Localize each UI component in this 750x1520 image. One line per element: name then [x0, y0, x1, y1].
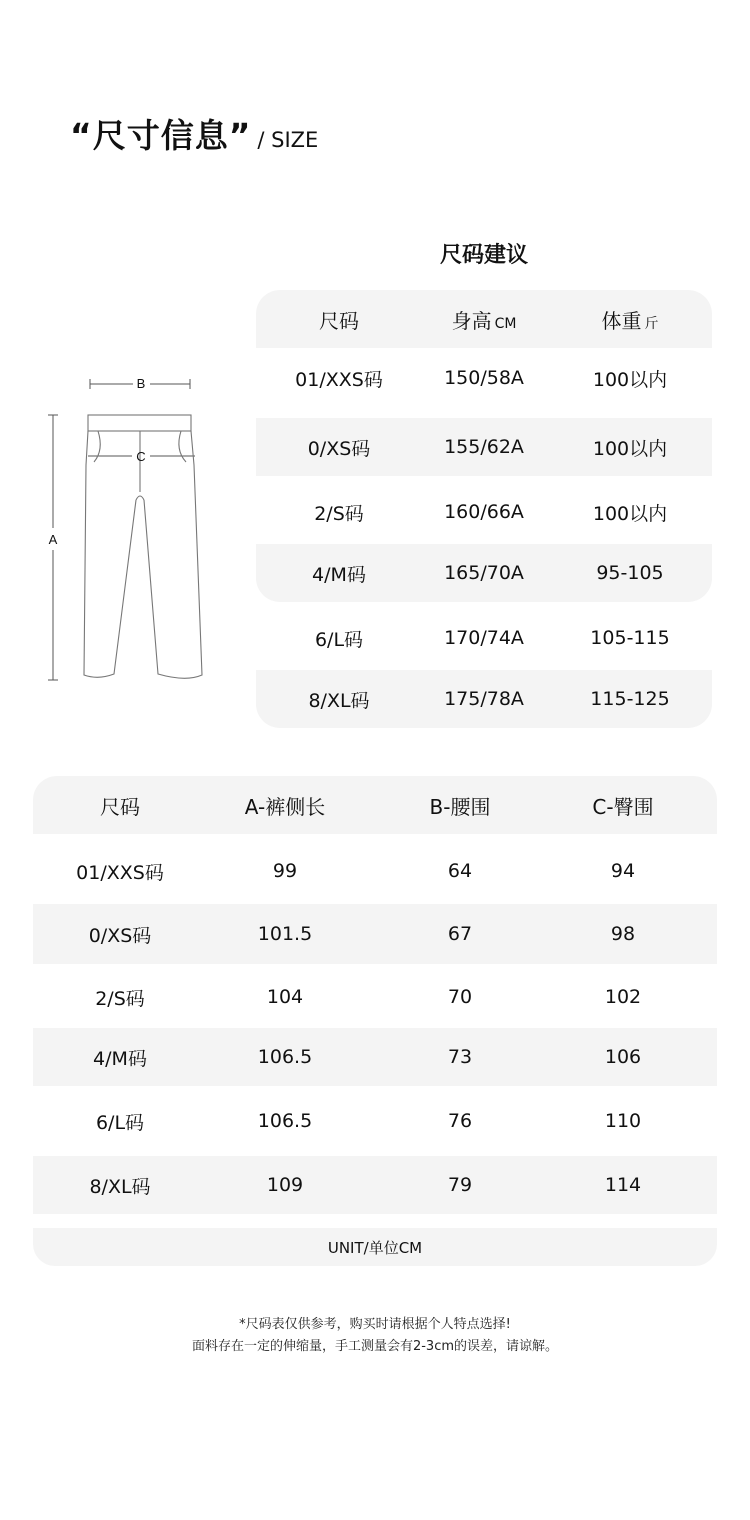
- cell-weight: 95-105: [596, 562, 664, 584]
- table-row: [33, 1156, 717, 1214]
- table-row: [33, 904, 717, 964]
- header-waist: B-腰围: [429, 794, 491, 819]
- cell-length: 101.5: [257, 923, 313, 945]
- table-row: [256, 418, 712, 476]
- cell-length: 106.5: [257, 1110, 313, 1132]
- cell-size: 2/S码: [95, 987, 145, 1010]
- cell-waist: 64: [447, 860, 473, 882]
- cell-weight: 105-115: [590, 627, 670, 649]
- table-row: [256, 608, 712, 668]
- cell-size: 2/S码: [314, 502, 364, 525]
- cell-size: 6/L码: [95, 1111, 145, 1134]
- size-recommend-table: [256, 290, 712, 730]
- cell-waist: 70: [447, 986, 473, 1008]
- cell-hip: 98: [610, 923, 636, 945]
- table-header: [33, 776, 717, 834]
- cell-size: 6/L码: [314, 628, 364, 651]
- cell-size: 0/XS码: [88, 924, 152, 947]
- header-weight: 体重 斤: [601, 308, 659, 333]
- cell-weight: 115-125: [590, 688, 670, 710]
- cell-waist: 73: [447, 1046, 473, 1068]
- cell-size: 4/M码: [312, 563, 366, 586]
- cell-hip: 102: [604, 986, 642, 1008]
- table-row: [256, 670, 712, 728]
- cell-hip: 110: [604, 1110, 642, 1132]
- header-size: 尺码: [319, 308, 359, 333]
- cell-size: 01/XXS码: [295, 368, 383, 391]
- table-row: [33, 1028, 717, 1086]
- title-english: / SIZE: [257, 128, 319, 152]
- header-height: 身高 CM: [451, 308, 517, 333]
- table-row: [33, 840, 717, 902]
- label-b: B: [136, 376, 146, 391]
- table-header: [256, 290, 712, 348]
- cell-height: 160/66A: [444, 501, 524, 523]
- page-title: [70, 110, 318, 160]
- table-row: [33, 1090, 717, 1152]
- table-row: [256, 544, 712, 602]
- pants-diagram: [40, 370, 240, 690]
- note-line-1: *尺码表仅供参考，购买时请根据个人特点选择!: [239, 1317, 511, 1332]
- title-chinese: “尺寸信息”: [70, 116, 252, 155]
- label-c: C: [136, 449, 146, 464]
- cell-weight: 100以内: [592, 437, 668, 460]
- cell-size: 8/XL码: [308, 689, 370, 712]
- cell-height: 155/62A: [444, 436, 524, 458]
- cell-height: 175/78A: [444, 688, 524, 710]
- label-a: A: [48, 532, 58, 547]
- cell-height: 165/70A: [444, 562, 524, 584]
- cell-height: 150/58A: [444, 367, 524, 389]
- cell-waist: 79: [447, 1174, 473, 1196]
- cell-waist: 67: [447, 923, 473, 945]
- cell-length: 104: [266, 986, 304, 1008]
- cell-size: 4/M码: [93, 1047, 147, 1070]
- cell-hip: 94: [610, 860, 636, 882]
- cell-size: 8/XL码: [89, 1175, 151, 1198]
- header-size: 尺码: [100, 794, 140, 819]
- table-row: [33, 966, 717, 1028]
- table-row: [256, 482, 712, 542]
- cell-size: 01/XXS码: [76, 861, 164, 884]
- header-length: A-裤侧长: [244, 794, 326, 819]
- cell-weight: 100以内: [592, 368, 668, 391]
- cell-hip: 114: [604, 1174, 642, 1196]
- note-line-2: 面料存在一定的伸缩量，手工测量会有2-3cm的误差，请谅解。: [191, 1339, 559, 1354]
- table-row: [256, 348, 712, 408]
- unit-label: UNIT/单位CM: [33, 1228, 717, 1266]
- size-recommend-title: 尺码建议: [439, 243, 528, 268]
- cell-length: 109: [266, 1174, 304, 1196]
- cell-length: 99: [272, 860, 298, 882]
- size-measure-table: [33, 776, 717, 1216]
- cell-weight: 100以内: [592, 502, 668, 525]
- cell-waist: 76: [447, 1110, 473, 1132]
- cell-height: 170/74A: [444, 627, 524, 649]
- cell-size: 0/XS码: [307, 437, 371, 460]
- header-hip: C-臀围: [592, 794, 654, 819]
- cell-hip: 106: [604, 1046, 642, 1068]
- cell-length: 106.5: [257, 1046, 313, 1068]
